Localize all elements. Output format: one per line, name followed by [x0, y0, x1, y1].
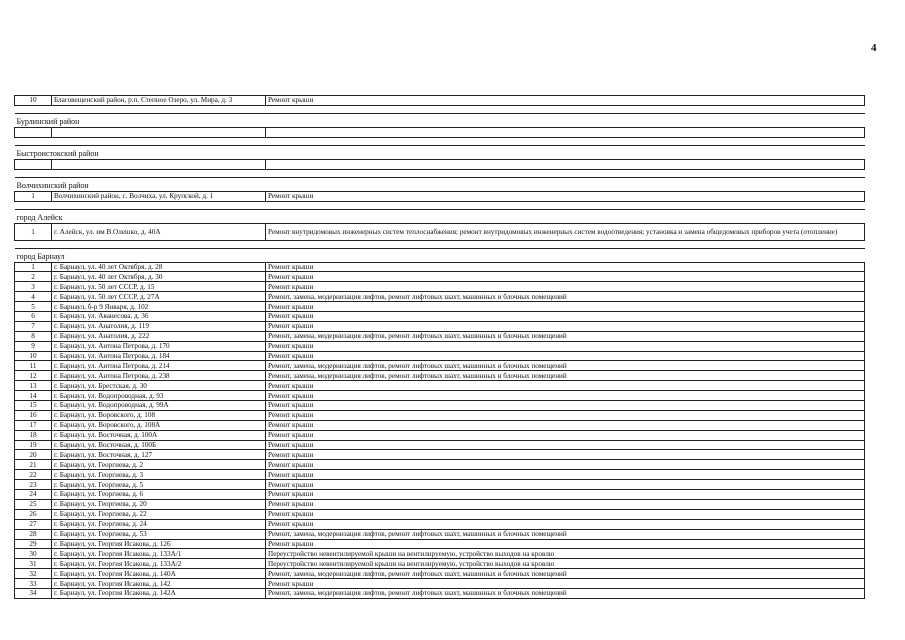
table-row: [15, 127, 865, 137]
row-number: 32: [15, 569, 52, 579]
table-row: [15, 223, 865, 240]
row-number: 16: [15, 410, 52, 420]
row-number: 11: [15, 361, 52, 371]
repair-table: [14, 95, 865, 599]
district-header-row: [15, 248, 865, 262]
row-address: г. Барнаул, ул. Антона Петрова, д. 184: [52, 351, 266, 361]
row-number: 20: [15, 450, 52, 460]
row-work-type: Ремонт, замена, модернизация лифтов, ремонт лифтовых шахт, машинных и блочных помещений: [266, 569, 865, 579]
table-row: [15, 191, 865, 201]
row-address: г. Барнаул, ул. Георгиева, д. 53: [52, 529, 266, 539]
table-row: [15, 579, 865, 589]
row-number: 26: [15, 509, 52, 519]
table-row: [15, 460, 865, 470]
row-number: [15, 159, 52, 169]
row-number: 12: [15, 371, 52, 381]
row-number: 34: [15, 588, 52, 598]
repair-list-sheet: [14, 95, 864, 599]
table-row: [15, 588, 865, 598]
row-number: 9: [15, 341, 52, 351]
row-number: 24: [15, 490, 52, 500]
row-address: г. Барнаул, ул. 40 лет Октября, д. 28: [52, 262, 266, 272]
table-row: [15, 371, 865, 381]
table-row: [15, 391, 865, 401]
row-number: 13: [15, 381, 52, 391]
district-title: город Барнаул: [15, 248, 865, 262]
row-work-type: Ремонт крыши: [266, 96, 865, 106]
row-address: г. Алейск, ул. им В.Олешко, д. 40А: [52, 223, 266, 240]
row-address: г. Барнаул, ул. Анатолия, д. 119: [52, 321, 266, 331]
row-address: г. Барнаул, ул. Георгия Исакова, д. 133А/2: [52, 559, 266, 569]
row-work-type: Ремонт, замена, модернизация лифтов, ремонт лифтовых шахт, машинных и блочных помещений: [266, 529, 865, 539]
table-row: [15, 559, 865, 569]
row-number: 17: [15, 420, 52, 430]
table-row: [15, 262, 865, 272]
table-row: [15, 321, 865, 331]
table-row: [15, 96, 865, 106]
row-number: 18: [15, 430, 52, 440]
row-address: г. Барнаул, ул. Водопроводная, д. 99А: [52, 401, 266, 411]
table-row: [15, 440, 865, 450]
table-row: [15, 381, 865, 391]
row-number: 1: [15, 191, 52, 201]
row-work-type: Ремонт крыши: [266, 440, 865, 450]
row-address: г. Барнаул, ул. Георгиева, д. 2: [52, 460, 266, 470]
row-work-type: [266, 159, 865, 169]
row-number: 4: [15, 292, 52, 302]
row-number: 2: [15, 272, 52, 282]
table-row: [15, 529, 865, 539]
row-work-type: Ремонт крыши: [266, 381, 865, 391]
row-number: 5: [15, 302, 52, 312]
table-row: [15, 331, 865, 341]
row-number: 29: [15, 539, 52, 549]
spacer-cell: [15, 240, 865, 248]
row-work-type: Ремонт крыши: [266, 302, 865, 312]
row-work-type: Ремонт крыши: [266, 401, 865, 411]
spacer-cell: [15, 105, 865, 113]
row-work-type: Ремонт, замена, модернизация лифтов, ремонт лифтовых шахт, машинных и блочных помещений: [266, 331, 865, 341]
row-number: 10: [15, 96, 52, 106]
table-row: [15, 351, 865, 361]
row-work-type: Ремонт крыши: [266, 312, 865, 322]
row-work-type: Ремонт, замена, модернизация лифтов, ремонт лифтовых шахт, машинных и блочных помещений: [266, 292, 865, 302]
row-address: г. Барнаул, ул. Георгия Исакова, д. 133А/1: [52, 549, 266, 559]
table-row: [15, 282, 865, 292]
page-number: 4: [871, 42, 877, 54]
row-number: 25: [15, 499, 52, 509]
table-row: [15, 341, 865, 351]
row-work-type: Ремонт крыши: [266, 191, 865, 201]
row-work-type: Ремонт крыши: [266, 470, 865, 480]
row-number: [15, 127, 52, 137]
row-work-type: Переустройство невентилируемой крыши на вентилируемую, устройство выходов на кровлю: [266, 549, 865, 559]
row-address: г. Барнаул, ул. Георгиева, д. 5: [52, 480, 266, 490]
row-number: 14: [15, 391, 52, 401]
row-address: г. Барнаул, ул. Георгиева, д. 24: [52, 519, 266, 529]
row-address: г. Барнаул, ул. Восточная, д. 127: [52, 450, 266, 460]
row-address: г. Барнаул, ул. 50 лет СССР, д. 27А: [52, 292, 266, 302]
row-number: 28: [15, 529, 52, 539]
table-row: [15, 490, 865, 500]
row-address: г. Барнаул, ул. Георгия Исакова, д. 142А: [52, 588, 266, 598]
row-address: г. Барнаул, ул. 40 лет Октября, д. 30: [52, 272, 266, 282]
row-number: 10: [15, 351, 52, 361]
spacer-row: [15, 169, 865, 177]
row-work-type: Ремонт крыши: [266, 321, 865, 331]
row-address: г. Барнаул, ул. Восточная, д. 100Б: [52, 440, 266, 450]
row-address: [52, 159, 266, 169]
row-work-type: Ремонт крыши: [266, 509, 865, 519]
row-work-type: Ремонт крыши: [266, 262, 865, 272]
table-row: [15, 539, 865, 549]
table-row: [15, 420, 865, 430]
district-header-row: [15, 177, 865, 191]
table-row: [15, 499, 865, 509]
row-work-type: Ремонт, замена, модернизация лифтов, ремонт лифтовых шахт, машинных и блочных помещений: [266, 588, 865, 598]
row-work-type: Ремонт крыши: [266, 490, 865, 500]
table-row: [15, 159, 865, 169]
district-title: Волчихинский район: [15, 177, 865, 191]
district-header-row: [15, 113, 865, 127]
table-row: [15, 401, 865, 411]
district-header-row: [15, 209, 865, 223]
table-row: [15, 361, 865, 371]
row-work-type: Ремонт крыши: [266, 499, 865, 509]
row-work-type: [266, 127, 865, 137]
table-row: [15, 470, 865, 480]
row-number: 19: [15, 440, 52, 450]
row-number: 15: [15, 401, 52, 411]
row-address: г. Барнаул, ул. Георгиева, д. 3: [52, 470, 266, 480]
row-address: [52, 127, 266, 137]
row-work-type: Ремонт крыши: [266, 351, 865, 361]
row-address: г. Барнаул, ул. Анатолия, д. 222: [52, 331, 266, 341]
district-title: Быстроистокский район: [15, 145, 865, 159]
row-address: г. Барнаул, ул. Георгия Исакова, д. 142: [52, 579, 266, 589]
row-work-type: Ремонт крыши: [266, 410, 865, 420]
row-work-type: Ремонт крыши: [266, 430, 865, 440]
spacer-row: [15, 240, 865, 248]
row-address: г. Барнаул, ул. Водопроводная, д. 93: [52, 391, 266, 401]
row-number: 27: [15, 519, 52, 529]
row-work-type: Ремонт крыши: [266, 341, 865, 351]
row-address: г. Барнаул, ул. 50 лет СССР, д. 15: [52, 282, 266, 292]
row-work-type: Ремонт внутридомовых инженерных систем теплоснабжения; ремонт внутридомовых инженерных систем водоотведения; установка и замена общедомовых приборов учета (отопление): [266, 223, 865, 240]
row-work-type: Ремонт крыши: [266, 460, 865, 470]
table-row: [15, 410, 865, 420]
row-address: г. Барнаул, ул. Антона Петрова, д. 214: [52, 361, 266, 371]
row-work-type: Ремонт, замена, модернизация лифтов, ремонт лифтовых шахт, машинных и блочных помещений: [266, 361, 865, 371]
row-work-type: Переустройство невентилируемой крыши на вентилируемую, устройство выходов на кровлю: [266, 559, 865, 569]
district-title: Бурлинский район: [15, 113, 865, 127]
row-work-type: Ремонт, замена, модернизация лифтов, ремонт лифтовых шахт, машинных и блочных помещений: [266, 371, 865, 381]
spacer-cell: [15, 169, 865, 177]
row-address: г. Барнаул, ул. Георгиева, д. 22: [52, 509, 266, 519]
row-work-type: Ремонт крыши: [266, 391, 865, 401]
row-address: г. Барнаул, ул. Георгиева, д. 20: [52, 499, 266, 509]
row-number: 21: [15, 460, 52, 470]
district-header-row: [15, 145, 865, 159]
row-address: г. Барнаул, ул. Воровского, д. 108: [52, 410, 266, 420]
row-address: г. Барнаул, ул. Восточная, д. 100А: [52, 430, 266, 440]
table-row: [15, 292, 865, 302]
row-address: г. Барнаул, ул. Брестская, д. 30: [52, 381, 266, 391]
spacer-row: [15, 105, 865, 113]
row-address: Волчихинский район, с. Волчиха, ул. Крупской, д. 1: [52, 191, 266, 201]
row-address: г. Барнаул, ул. Георгия Исакова, д. 140А: [52, 569, 266, 579]
row-number: 31: [15, 559, 52, 569]
spacer-cell: [15, 201, 865, 209]
row-address: г. Барнаул, ул. Георгиева, д. 6: [52, 490, 266, 500]
row-work-type: Ремонт крыши: [266, 450, 865, 460]
table-row: [15, 302, 865, 312]
row-work-type: Ремонт крыши: [266, 480, 865, 490]
row-address: г. Барнаул, ул. Антона Петрова, д. 170: [52, 341, 266, 351]
table-row: [15, 549, 865, 559]
row-number: 1: [15, 223, 52, 240]
table-row: [15, 450, 865, 460]
row-number: 22: [15, 470, 52, 480]
row-work-type: Ремонт крыши: [266, 539, 865, 549]
spacer-cell: [15, 137, 865, 145]
row-address: г. Барнаул, ул. Воровского, д. 108А: [52, 420, 266, 430]
row-number: 7: [15, 321, 52, 331]
row-work-type: Ремонт крыши: [266, 420, 865, 430]
spacer-row: [15, 137, 865, 145]
row-address: г. Барнаул, ул. Георгия Исакова, д. 126: [52, 539, 266, 549]
row-work-type: Ремонт крыши: [266, 282, 865, 292]
row-address: г. Барнаул, ул. Аванесова, д. 36: [52, 312, 266, 322]
table-row: [15, 519, 865, 529]
row-address: Благовещенский район, р.п. Степное Озеро, ул. Мира, д. 3: [52, 96, 266, 106]
table-row: [15, 272, 865, 282]
spacer-row: [15, 201, 865, 209]
district-title: город Алейск: [15, 209, 865, 223]
row-number: 33: [15, 579, 52, 589]
table-row: [15, 569, 865, 579]
row-work-type: Ремонт крыши: [266, 579, 865, 589]
row-work-type: Ремонт крыши: [266, 519, 865, 529]
row-number: 8: [15, 331, 52, 341]
row-number: 30: [15, 549, 52, 559]
row-address: г. Барнаул, ул. Антона Петрова, д. 238: [52, 371, 266, 381]
row-number: 3: [15, 282, 52, 292]
row-number: 1: [15, 262, 52, 272]
row-address: г. Барнаул, б-р 9 Января, д. 102: [52, 302, 266, 312]
table-row: [15, 509, 865, 519]
table-row: [15, 480, 865, 490]
table-row: [15, 312, 865, 322]
row-work-type: Ремонт крыши: [266, 272, 865, 282]
table-row: [15, 430, 865, 440]
row-number: 6: [15, 312, 52, 322]
row-number: 23: [15, 480, 52, 490]
